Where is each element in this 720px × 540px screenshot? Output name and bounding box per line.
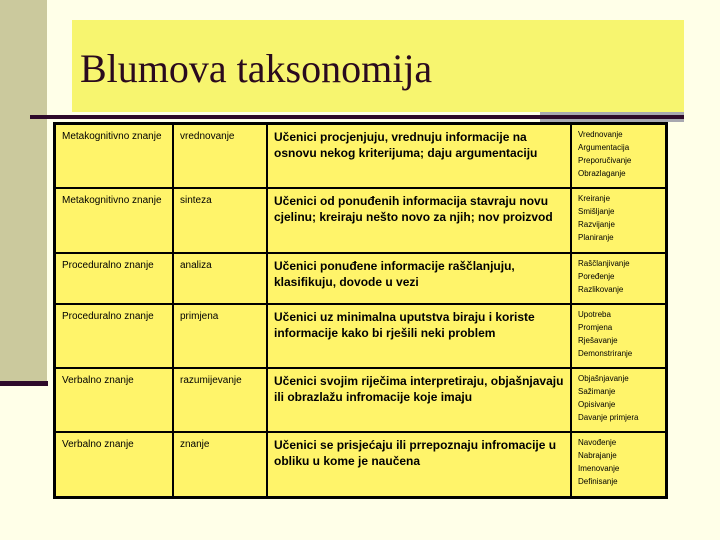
verbs-cell <box>571 368 667 432</box>
description-cell: Učenici procjenjuju, vrednuju informacije na osnovu nekog kriterijuma; daju argumentaciju <box>267 124 571 189</box>
verbs-cell <box>571 124 667 189</box>
description-cell: Učenici ponuđene informacije raščlanjuju, klasifikuju, dovode u vezi <box>267 253 571 304</box>
level-cell: znanje <box>173 432 267 497</box>
verb-item: Objašnjavanje <box>578 374 629 384</box>
verb-item: Smišljanje <box>578 207 615 217</box>
verb-item: Nabrajanje <box>578 451 617 461</box>
verb-item: Raščlanjivanje <box>578 258 630 268</box>
verb-item: Davanje primjera <box>578 413 639 423</box>
verb-item: Rješavanje <box>578 335 618 345</box>
verb-item: Vrednovanje <box>578 130 623 139</box>
table-row <box>55 188 667 252</box>
verb-item: Kreiranje <box>578 194 611 204</box>
level-cell: razumijevanje <box>173 368 267 432</box>
description-cell: Učenici svojim riječima interpretiraju, objašnjavaju ili obrazlažu infromacije koje imaju <box>267 368 571 432</box>
verb-item: Planiranje <box>578 233 614 243</box>
table-row <box>55 304 667 368</box>
verb-item: Poređenje <box>578 271 615 281</box>
knowledge-type-cell: Proceduralno znanje <box>55 304 174 368</box>
verb-item: Imenovanje <box>578 464 620 474</box>
knowledge-type-cell: Metakognitivno znanje <box>55 124 174 189</box>
decorative-side-strip <box>0 0 47 382</box>
title-divider <box>30 115 684 119</box>
verbs-cell <box>571 253 667 304</box>
verbs-cell <box>571 432 667 497</box>
verb-item: Navođenje <box>578 438 617 448</box>
table-row <box>55 253 667 304</box>
verb-item: Sažimanje <box>578 387 616 397</box>
verb-item: Preporučivanje <box>578 156 632 165</box>
level-cell: analiza <box>173 253 267 304</box>
verb-item: Promjena <box>578 322 613 332</box>
table-row <box>55 432 667 497</box>
level-cell: primjena <box>173 304 267 368</box>
slide-title: Blumova taksonomija <box>80 46 433 91</box>
knowledge-type-cell: Metakognitivno znanje <box>55 188 174 252</box>
verb-item: Upotreba <box>578 309 611 319</box>
knowledge-type-cell: Verbalno znanje <box>55 432 174 497</box>
knowledge-type-cell: Verbalno znanje <box>55 368 174 432</box>
verbs-cell <box>571 304 667 368</box>
verb-item: Razvijanje <box>578 220 615 230</box>
verb-item: Definisanje <box>578 477 618 487</box>
table-row <box>55 368 667 432</box>
decorative-bar <box>0 381 48 386</box>
verbs-cell <box>571 188 667 252</box>
level-cell: sinteza <box>173 188 267 252</box>
verb-item: Demonstriranje <box>578 348 633 358</box>
verb-item: Obrazlaganje <box>578 169 626 178</box>
verb-item: Opisivanje <box>578 400 616 410</box>
description-cell: Učenici uz minimalna uputstva biraju i koriste informacije kako bi rješili neki problem <box>267 304 571 368</box>
verb-item: Razlikovanje <box>578 284 624 294</box>
description-cell: Učenici se prisjećaju ili prrepoznaju infromacije u obliku u kome je naučena <box>267 432 571 497</box>
description-cell: Učenici od ponuđenih informacija stavraju novu cjelinu; kreiraju nešto novo za njih; nov proizvod <box>267 188 571 252</box>
verb-item: Argumentacija <box>578 143 630 152</box>
knowledge-type-cell: Proceduralno znanje <box>55 253 174 304</box>
table-row <box>55 124 667 189</box>
taxonomy-table <box>53 122 668 499</box>
level-cell: vrednovanje <box>173 124 267 189</box>
